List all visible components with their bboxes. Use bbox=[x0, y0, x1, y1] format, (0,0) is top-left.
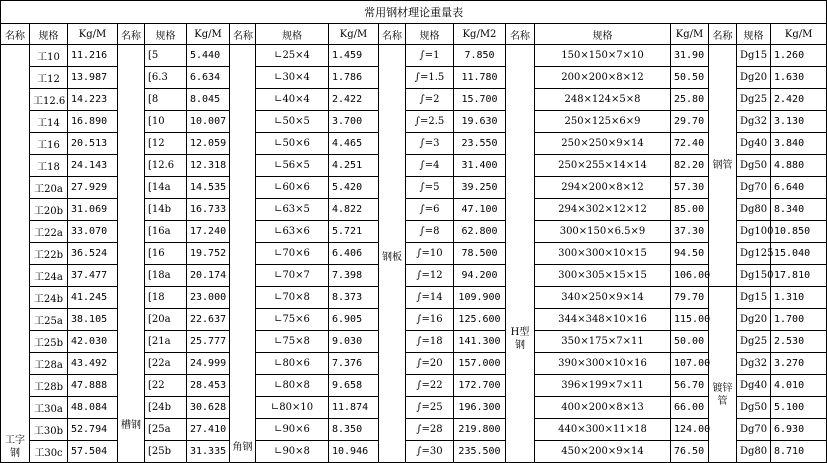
pipe-spec: Dg32 bbox=[737, 353, 771, 375]
plate-weight: 62.800 bbox=[454, 221, 506, 243]
channel-weight: 28.453 bbox=[187, 375, 230, 397]
h-beam-spec: 440×300×11×18 bbox=[535, 419, 671, 441]
header-cell: Kg/M bbox=[187, 24, 230, 45]
h-beam-weight: 37.30 bbox=[671, 221, 709, 243]
angle-spec: ∟70×8 bbox=[256, 287, 329, 309]
i-beam-weight: 42.030 bbox=[68, 331, 118, 353]
plate-spec: ∫=20 bbox=[406, 353, 454, 375]
plate-spec: ∫=22 bbox=[406, 375, 454, 397]
angle-weight: 9.030 bbox=[329, 331, 379, 353]
pipe-spec: Dg70 bbox=[737, 419, 771, 441]
pipe-spec: Dg20 bbox=[737, 309, 771, 331]
group-name-pipe: 钢管 bbox=[709, 45, 737, 287]
i-beam-weight: 38.105 bbox=[68, 309, 118, 331]
pipe-spec: Dg80 bbox=[737, 441, 771, 463]
channel-spec: [22 bbox=[145, 375, 187, 397]
h-beam-spec: 300×305×15×15 bbox=[535, 265, 671, 287]
channel-weight: 30.628 bbox=[187, 397, 230, 419]
h-beam-spec: 300×300×10×15 bbox=[535, 243, 671, 265]
i-beam-spec: 工22b bbox=[30, 243, 68, 265]
channel-spec: [25a bbox=[145, 419, 187, 441]
channel-weight: 27.410 bbox=[187, 419, 230, 441]
plate-spec: ∫=4 bbox=[406, 155, 454, 177]
plate-weight: 39.250 bbox=[454, 177, 506, 199]
channel-spec: [18 bbox=[145, 287, 187, 309]
header-cell: Kg/M bbox=[329, 24, 379, 45]
channel-weight: 31.335 bbox=[187, 441, 230, 463]
angle-weight: 4.251 bbox=[329, 155, 379, 177]
channel-weight: 10.007 bbox=[187, 111, 230, 133]
h-beam-spec: 340×250×9×14 bbox=[535, 287, 671, 309]
channel-weight: 16.733 bbox=[187, 199, 230, 221]
i-beam-weight: 20.513 bbox=[68, 133, 118, 155]
title-row bbox=[1, 1, 827, 24]
header-cell: 名称 bbox=[230, 24, 256, 45]
angle-spec: ∟50×5 bbox=[256, 111, 329, 133]
h-beam-weight: 56.70 bbox=[671, 375, 709, 397]
header-cell: 名称 bbox=[1, 24, 30, 45]
pipe-spec: Dg50 bbox=[737, 155, 771, 177]
angle-spec: ∟40×4 bbox=[256, 89, 329, 111]
i-beam-weight: 36.524 bbox=[68, 243, 118, 265]
i-beam-weight: 48.084 bbox=[68, 397, 118, 419]
i-beam-weight: 37.477 bbox=[68, 265, 118, 287]
angle-spec: ∟90×8 bbox=[256, 441, 329, 463]
header-cell: 名称 bbox=[506, 24, 535, 45]
channel-spec: [18a bbox=[145, 265, 187, 287]
i-beam-spec: 工28a bbox=[30, 353, 68, 375]
angle-weight: 1.786 bbox=[329, 67, 379, 89]
h-beam-spec: 396×199×7×11 bbox=[535, 375, 671, 397]
h-beam-spec: 350×175×7×11 bbox=[535, 331, 671, 353]
h-beam-spec: 250×255×14×14 bbox=[535, 155, 671, 177]
i-beam-spec: 工14 bbox=[30, 111, 68, 133]
channel-spec: [12 bbox=[145, 133, 187, 155]
pipe-spec: Dg15 bbox=[737, 287, 771, 309]
h-beam-spec: 294×302×12×12 bbox=[535, 199, 671, 221]
pipe-spec: Dg80 bbox=[737, 199, 771, 221]
header-row bbox=[1, 24, 827, 45]
h-beam-spec: 294×200×8×12 bbox=[535, 177, 671, 199]
plate-spec: ∫=1 bbox=[406, 45, 454, 67]
h-beam-weight: 57.30 bbox=[671, 177, 709, 199]
channel-spec: [12.6 bbox=[145, 155, 187, 177]
i-beam-spec: 工20b bbox=[30, 199, 68, 221]
channel-spec: [21a bbox=[145, 331, 187, 353]
i-beam-weight: 14.223 bbox=[68, 89, 118, 111]
channel-weight: 6.634 bbox=[187, 67, 230, 89]
plate-spec: ∫=25 bbox=[406, 397, 454, 419]
i-beam-spec: 工24b bbox=[30, 287, 68, 309]
pipe-weight: 4.010 bbox=[771, 375, 827, 397]
pipe-spec: Dg20 bbox=[737, 67, 771, 89]
plate-weight: 7.850 bbox=[454, 45, 506, 67]
group-name-plate: 钢板 bbox=[379, 45, 406, 463]
pipe-weight: 1.310 bbox=[771, 287, 827, 309]
angle-weight: 5.420 bbox=[329, 177, 379, 199]
plate-spec: ∫=16 bbox=[406, 309, 454, 331]
header-cell: Kg/M bbox=[771, 24, 827, 45]
angle-spec: ∟56×5 bbox=[256, 155, 329, 177]
i-beam-spec: 工28b bbox=[30, 375, 68, 397]
angle-weight: 7.398 bbox=[329, 265, 379, 287]
plate-weight: 235.500 bbox=[454, 441, 506, 463]
h-beam-weight: 29.70 bbox=[671, 111, 709, 133]
angle-weight: 7.376 bbox=[329, 353, 379, 375]
angle-weight: 5.721 bbox=[329, 221, 379, 243]
angle-spec: ∟75×8 bbox=[256, 331, 329, 353]
pipe-weight: 17.810 bbox=[771, 265, 827, 287]
channel-spec: [16 bbox=[145, 243, 187, 265]
angle-weight: 8.373 bbox=[329, 287, 379, 309]
channel-spec: [25b bbox=[145, 441, 187, 463]
header-cell: 规格 bbox=[256, 24, 329, 45]
i-beam-weight: 57.504 bbox=[68, 441, 118, 463]
angle-spec: ∟80×10 bbox=[256, 397, 329, 419]
i-beam-spec: 工12.6 bbox=[30, 89, 68, 111]
h-beam-weight: 66.00 bbox=[671, 397, 709, 419]
pipe-weight: 1.260 bbox=[771, 45, 827, 67]
i-beam-spec: 工25b bbox=[30, 331, 68, 353]
i-beam-weight: 16.890 bbox=[68, 111, 118, 133]
plate-spec: ∫=18 bbox=[406, 331, 454, 353]
channel-spec: [16a bbox=[145, 221, 187, 243]
plate-spec: ∫=10 bbox=[406, 243, 454, 265]
pipe-weight: 2.420 bbox=[771, 89, 827, 111]
h-beam-spec: 300×150×6.5×9 bbox=[535, 221, 671, 243]
plate-spec: ∫=30 bbox=[406, 441, 454, 463]
h-beam-weight: 124.00 bbox=[671, 419, 709, 441]
plate-weight: 196.300 bbox=[454, 397, 506, 419]
pipe-spec: Dg125 bbox=[737, 243, 771, 265]
i-beam-weight: 27.929 bbox=[68, 177, 118, 199]
pipe-weight: 3.840 bbox=[771, 133, 827, 155]
h-beam-spec: 344×348×10×16 bbox=[535, 309, 671, 331]
plate-weight: 219.800 bbox=[454, 419, 506, 441]
h-beam-spec: 400×200×8×13 bbox=[535, 397, 671, 419]
plate-weight: 125.600 bbox=[454, 309, 506, 331]
channel-spec: [5 bbox=[145, 45, 187, 67]
angle-spec: ∟80×6 bbox=[256, 353, 329, 375]
i-beam-weight: 43.492 bbox=[68, 353, 118, 375]
h-beam-weight: 79.70 bbox=[671, 287, 709, 309]
channel-spec: [8 bbox=[145, 89, 187, 111]
i-beam-spec: 工25a bbox=[30, 309, 68, 331]
header-cell: 规格 bbox=[145, 24, 187, 45]
i-beam-spec: 工12 bbox=[30, 67, 68, 89]
table-title: 常用钢材理论重量表 bbox=[1, 1, 827, 24]
i-beam-weight: 24.143 bbox=[68, 155, 118, 177]
h-beam-spec: 450×200×9×14 bbox=[535, 441, 671, 463]
group-name-channel: 槽钢 bbox=[118, 45, 145, 463]
angle-spec: ∟90×6 bbox=[256, 419, 329, 441]
i-beam-spec: 工18 bbox=[30, 155, 68, 177]
pipe-spec: Dg50 bbox=[737, 397, 771, 419]
group-name-i-beam: 工字钢 bbox=[1, 45, 30, 463]
i-beam-spec: 工30c bbox=[30, 441, 68, 463]
plate-weight: 19.630 bbox=[454, 111, 506, 133]
pipe-spec: Dg40 bbox=[737, 375, 771, 397]
channel-spec: [20a bbox=[145, 309, 187, 331]
channel-weight: 17.240 bbox=[187, 221, 230, 243]
angle-spec: ∟80×8 bbox=[256, 375, 329, 397]
h-beam-weight: 85.00 bbox=[671, 199, 709, 221]
header-cell: Kg/M2 bbox=[454, 24, 506, 45]
h-beam-weight: 25.80 bbox=[671, 89, 709, 111]
h-beam-weight: 107.00 bbox=[671, 353, 709, 375]
pipe-spec: Dg25 bbox=[737, 89, 771, 111]
pipe-weight: 10.850 bbox=[771, 221, 827, 243]
angle-spec: ∟70×7 bbox=[256, 265, 329, 287]
angle-weight: 10.946 bbox=[329, 441, 379, 463]
h-beam-spec: 200×200×8×12 bbox=[535, 67, 671, 89]
h-beam-spec: 390×300×10×16 bbox=[535, 353, 671, 375]
h-beam-weight: 106.00 bbox=[671, 265, 709, 287]
pipe-weight: 1.700 bbox=[771, 309, 827, 331]
header-cell: 名称 bbox=[118, 24, 145, 45]
angle-weight: 8.350 bbox=[329, 419, 379, 441]
channel-weight: 19.752 bbox=[187, 243, 230, 265]
channel-weight: 22.637 bbox=[187, 309, 230, 331]
pipe-weight: 6.930 bbox=[771, 419, 827, 441]
i-beam-spec: 工10 bbox=[30, 45, 68, 67]
i-beam-weight: 41.245 bbox=[68, 287, 118, 309]
angle-weight: 6.406 bbox=[329, 243, 379, 265]
angle-weight: 6.905 bbox=[329, 309, 379, 331]
channel-weight: 8.045 bbox=[187, 89, 230, 111]
header-cell: 规格 bbox=[30, 24, 68, 45]
pipe-weight: 8.340 bbox=[771, 199, 827, 221]
channel-weight: 12.318 bbox=[187, 155, 230, 177]
h-beam-spec: 248×124×5×8 bbox=[535, 89, 671, 111]
channel-spec: [14a bbox=[145, 177, 187, 199]
h-beam-weight: 50.50 bbox=[671, 67, 709, 89]
h-beam-spec: 250×125×6×9 bbox=[535, 111, 671, 133]
h-beam-spec: 250×250×9×14 bbox=[535, 133, 671, 155]
header-cell: 规格 bbox=[535, 24, 671, 45]
channel-weight: 5.440 bbox=[187, 45, 230, 67]
table-row bbox=[1, 45, 827, 67]
angle-spec: ∟30×4 bbox=[256, 67, 329, 89]
channel-spec: [10 bbox=[145, 111, 187, 133]
channel-weight: 14.535 bbox=[187, 177, 230, 199]
angle-weight: 1.459 bbox=[329, 45, 379, 67]
pipe-spec: Dg32 bbox=[737, 111, 771, 133]
pipe-weight: 3.270 bbox=[771, 353, 827, 375]
plate-spec: ∫=2.5 bbox=[406, 111, 454, 133]
h-beam-weight: 82.20 bbox=[671, 155, 709, 177]
channel-weight: 12.059 bbox=[187, 133, 230, 155]
plate-spec: ∫=14 bbox=[406, 287, 454, 309]
pipe-weight: 6.640 bbox=[771, 177, 827, 199]
h-beam-weight: 76.50 bbox=[671, 441, 709, 463]
pipe-weight: 3.130 bbox=[771, 111, 827, 133]
header-cell: 规格 bbox=[406, 24, 454, 45]
pipe-weight: 15.040 bbox=[771, 243, 827, 265]
group-name-h-beam: H型钢 bbox=[506, 45, 535, 463]
i-beam-spec: 工30a bbox=[30, 397, 68, 419]
plate-weight: 23.550 bbox=[454, 133, 506, 155]
channel-weight: 25.777 bbox=[187, 331, 230, 353]
i-beam-spec: 工20a bbox=[30, 177, 68, 199]
plate-weight: 47.100 bbox=[454, 199, 506, 221]
plate-spec: ∫=28 bbox=[406, 419, 454, 441]
i-beam-weight: 13.987 bbox=[68, 67, 118, 89]
pipe-weight: 2.530 bbox=[771, 331, 827, 353]
pipe-weight: 1.630 bbox=[771, 67, 827, 89]
angle-weight: 11.874 bbox=[329, 397, 379, 419]
plate-weight: 78.500 bbox=[454, 243, 506, 265]
channel-spec: [22a bbox=[145, 353, 187, 375]
group-name-angle: 角钢 bbox=[230, 45, 256, 463]
i-beam-weight: 47.888 bbox=[68, 375, 118, 397]
angle-weight: 2.422 bbox=[329, 89, 379, 111]
plate-spec: ∫=3 bbox=[406, 133, 454, 155]
i-beam-spec: 工22a bbox=[30, 221, 68, 243]
pipe-spec: Dg100 bbox=[737, 221, 771, 243]
pipe-spec: Dg15 bbox=[737, 45, 771, 67]
angle-spec: ∟63×6 bbox=[256, 221, 329, 243]
channel-weight: 24.999 bbox=[187, 353, 230, 375]
plate-weight: 15.700 bbox=[454, 89, 506, 111]
header-cell: 规格 bbox=[737, 24, 771, 45]
h-beam-weight: 115.00 bbox=[671, 309, 709, 331]
header-cell: Kg/M bbox=[68, 24, 118, 45]
channel-spec: [24b bbox=[145, 397, 187, 419]
angle-spec: ∟63×5 bbox=[256, 199, 329, 221]
channel-spec: [6.3 bbox=[145, 67, 187, 89]
header-cell: 名称 bbox=[709, 24, 737, 45]
plate-weight: 157.000 bbox=[454, 353, 506, 375]
i-beam-weight: 31.069 bbox=[68, 199, 118, 221]
angle-spec: ∟70×6 bbox=[256, 243, 329, 265]
plate-spec: ∫=2 bbox=[406, 89, 454, 111]
pipe-spec: Dg70 bbox=[737, 177, 771, 199]
plate-weight: 31.400 bbox=[454, 155, 506, 177]
i-beam-weight: 52.794 bbox=[68, 419, 118, 441]
h-beam-weight: 31.90 bbox=[671, 45, 709, 67]
plate-spec: ∫=12 bbox=[406, 265, 454, 287]
plate-weight: 109.900 bbox=[454, 287, 506, 309]
group-name-galvanized-pipe: 镀锌管 bbox=[709, 287, 737, 463]
plate-spec: ∫=5 bbox=[406, 177, 454, 199]
pipe-spec: Dg150 bbox=[737, 265, 771, 287]
h-beam-weight: 94.50 bbox=[671, 243, 709, 265]
h-beam-weight: 50.00 bbox=[671, 331, 709, 353]
plate-weight: 172.700 bbox=[454, 375, 506, 397]
plate-weight: 11.780 bbox=[454, 67, 506, 89]
pipe-weight: 8.710 bbox=[771, 441, 827, 463]
angle-spec: ∟25×4 bbox=[256, 45, 329, 67]
plate-weight: 141.300 bbox=[454, 331, 506, 353]
i-beam-weight: 11.216 bbox=[68, 45, 118, 67]
angle-weight: 3.700 bbox=[329, 111, 379, 133]
plate-spec: ∫=1.5 bbox=[406, 67, 454, 89]
angle-weight: 4.822 bbox=[329, 199, 379, 221]
plate-weight: 94.200 bbox=[454, 265, 506, 287]
pipe-spec: Dg40 bbox=[737, 133, 771, 155]
channel-weight: 23.000 bbox=[187, 287, 230, 309]
h-beam-spec: 150×150×7×10 bbox=[535, 45, 671, 67]
pipe-weight: 4.880 bbox=[771, 155, 827, 177]
angle-spec: ∟75×6 bbox=[256, 309, 329, 331]
channel-spec: [14b bbox=[145, 199, 187, 221]
plate-spec: ∫=6 bbox=[406, 199, 454, 221]
angle-weight: 4.465 bbox=[329, 133, 379, 155]
angle-weight: 9.658 bbox=[329, 375, 379, 397]
i-beam-spec: 工30b bbox=[30, 419, 68, 441]
angle-spec: ∟50×6 bbox=[256, 133, 329, 155]
i-beam-spec: 工24a bbox=[30, 265, 68, 287]
header-cell: 名称 bbox=[379, 24, 406, 45]
header-cell: Kg/M bbox=[671, 24, 709, 45]
h-beam-weight: 72.40 bbox=[671, 133, 709, 155]
channel-weight: 20.174 bbox=[187, 265, 230, 287]
i-beam-spec: 工16 bbox=[30, 133, 68, 155]
angle-spec: ∟60×6 bbox=[256, 177, 329, 199]
pipe-spec: Dg25 bbox=[737, 331, 771, 353]
i-beam-weight: 33.070 bbox=[68, 221, 118, 243]
pipe-weight: 5.100 bbox=[771, 397, 827, 419]
plate-spec: ∫=8 bbox=[406, 221, 454, 243]
